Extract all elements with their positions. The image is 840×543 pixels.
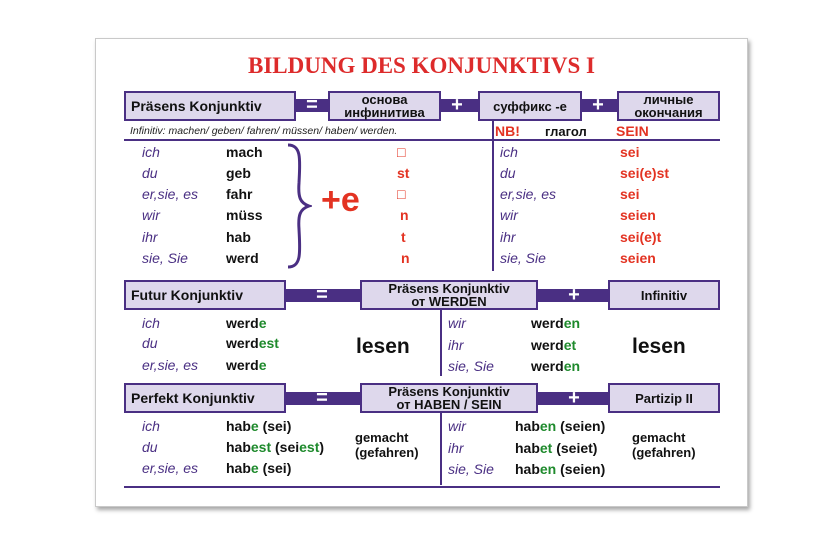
box-line: от WERDEN <box>411 294 487 309</box>
page-title: BILDUNG DES KONJUNKTIVS I <box>248 53 595 78</box>
list-item <box>448 416 466 436</box>
sein-label: SEIN <box>616 123 649 139</box>
sein-form: sei <box>620 144 640 160</box>
pronoun: er,sie, es <box>500 186 557 202</box>
gefahren-line: (gefahren) <box>355 445 419 460</box>
box-osnova-infinitiva <box>328 91 441 121</box>
aux: (seiet) <box>552 440 598 456</box>
list-item <box>500 227 516 247</box>
stem: hab <box>515 440 540 456</box>
stem: mach <box>226 144 263 160</box>
sein-form: seien <box>620 207 656 223</box>
stem: hab <box>515 418 540 434</box>
gemacht-line: gemacht <box>355 430 409 445</box>
pronoun: sie, Sie <box>448 461 494 477</box>
stem: werd <box>226 315 259 331</box>
aux-close: ) <box>319 439 325 455</box>
lesen-left: lesen <box>356 335 410 358</box>
ending: en <box>563 358 581 374</box>
pronoun: ich <box>142 315 160 331</box>
list-item <box>448 438 464 458</box>
list-item <box>500 184 556 204</box>
pronoun: ihr <box>448 337 464 353</box>
stem: werd <box>531 358 564 374</box>
pronoun: ich <box>142 418 160 434</box>
pronoun: du <box>500 165 516 181</box>
plus-sign: + <box>568 284 580 306</box>
stem: hab <box>515 461 540 477</box>
verb-form <box>531 313 580 333</box>
ending: e <box>258 315 267 331</box>
stem: hab <box>226 460 251 476</box>
verb-form <box>226 333 279 353</box>
box-partizip-ii: Partizip II <box>608 383 720 413</box>
pronoun: ihr <box>448 440 464 456</box>
list-item <box>142 458 198 478</box>
list-item <box>142 163 158 183</box>
gemacht-line: gemacht <box>632 430 686 445</box>
stem: geb <box>226 165 251 181</box>
grammar-card <box>95 38 748 507</box>
pronoun: du <box>142 165 158 181</box>
verb-form <box>226 458 291 478</box>
equals-sign: = <box>316 284 328 306</box>
box-presens-von-haben-sein <box>360 383 538 413</box>
list-item <box>448 356 494 376</box>
label-perfekt-konjunktiv: Perfekt Konjunktiv <box>124 383 286 413</box>
ending: n <box>401 250 410 266</box>
stem: müss <box>226 207 263 223</box>
pronoun: sie, Sie <box>500 250 546 266</box>
equals-sign: = <box>306 94 318 116</box>
plus-sign: + <box>592 94 604 116</box>
sein-form: sei <box>620 186 640 202</box>
verb-form <box>515 459 605 479</box>
equals-sign: = <box>316 387 328 409</box>
list-item <box>142 142 160 162</box>
pronoun: wir <box>142 207 160 223</box>
bottom-divider <box>124 486 720 488</box>
curly-brace-icon <box>282 143 312 269</box>
divider <box>124 139 720 141</box>
list-item <box>142 355 198 375</box>
column-divider <box>492 121 494 271</box>
stem: werd <box>226 357 259 373</box>
box-presens-von-werden <box>360 280 538 310</box>
pronoun: ich <box>500 144 518 160</box>
pronoun: er,sie, es <box>142 357 199 373</box>
ending: en <box>539 461 557 477</box>
column-divider <box>440 310 442 376</box>
list-item <box>142 205 160 225</box>
stem: werd <box>226 335 259 351</box>
label-presens-konjunktiv: Präsens Konjunktiv <box>124 91 296 121</box>
stem: werd <box>226 250 259 266</box>
box-line: от HABEN / SEIN <box>396 397 502 412</box>
gemacht-right <box>632 430 696 460</box>
list-item <box>500 248 546 268</box>
verb-form <box>226 313 266 333</box>
box-lichnye-okonchaniya <box>617 91 720 121</box>
list-item <box>448 335 464 355</box>
ending: st <box>397 165 410 181</box>
stem: hab <box>226 439 251 455</box>
lesen-right: lesen <box>632 335 686 358</box>
sein-form: seien <box>620 250 656 266</box>
verb-form <box>515 416 605 436</box>
ending: e <box>250 418 259 434</box>
aux: (seien) <box>556 461 606 477</box>
box-line: инфинитива <box>344 105 425 120</box>
ending: □ <box>397 186 406 202</box>
pronoun: du <box>142 439 158 455</box>
gefahren-line: (gefahren) <box>632 445 696 460</box>
box-line: личные <box>643 92 694 107</box>
aux: (sei <box>271 439 300 455</box>
list-item <box>142 437 158 457</box>
pronoun: sie, Sie <box>142 250 188 266</box>
aux: (sei) <box>258 460 292 476</box>
box-line: Präsens Konjunktiv <box>388 281 510 296</box>
glagol-label: глагол <box>545 124 587 139</box>
stem: werd <box>531 315 564 331</box>
ending: t <box>401 229 406 245</box>
box-line: Präsens Konjunktiv <box>388 384 510 399</box>
pronoun: er,sie, es <box>142 186 199 202</box>
ending: en <box>563 315 581 331</box>
plus-sign: + <box>568 387 580 409</box>
box-infinitiv: Infinitiv <box>608 280 720 310</box>
pronoun: er,sie, es <box>142 460 199 476</box>
aux-ending: est <box>299 439 320 455</box>
box-line: окончания <box>634 105 703 120</box>
stem: hab <box>226 418 251 434</box>
ending: □ <box>397 144 406 160</box>
ending: et <box>563 337 577 353</box>
aux: (sei) <box>258 418 292 434</box>
pronoun: ich <box>142 144 160 160</box>
list-item <box>500 163 516 183</box>
verb-form <box>226 355 266 375</box>
nb-label: NB! <box>495 123 520 139</box>
pronoun: ihr <box>142 229 158 245</box>
ending: est <box>258 335 279 351</box>
label-futur-konjunktiv: Futur Konjunktiv <box>124 280 286 310</box>
pronoun: wir <box>448 315 466 331</box>
verb-form <box>515 438 597 458</box>
list-item <box>142 416 160 436</box>
verb-form <box>531 356 580 376</box>
stem: fahr <box>226 186 253 202</box>
infinitiv-note: Infinitiv: machen/ geben/ fahren/ müssen/ haben/ werden. <box>130 125 398 137</box>
list-item <box>142 313 160 333</box>
list-item <box>448 459 494 479</box>
plus-e-label: +e <box>321 181 360 219</box>
column-divider <box>440 413 442 485</box>
verb-form <box>531 335 576 355</box>
box-line: основа <box>361 92 408 107</box>
ending: en <box>539 418 557 434</box>
list-item <box>142 184 198 204</box>
list-item <box>142 248 188 268</box>
pronoun: wir <box>500 207 518 223</box>
ending: et <box>539 440 553 456</box>
sein-form: sei(e)st <box>620 165 670 181</box>
stem: werd <box>531 337 564 353</box>
ending: n <box>400 207 409 223</box>
ending: est <box>250 439 272 455</box>
pronoun: du <box>142 335 158 351</box>
gemacht-left <box>355 430 419 460</box>
verb-form <box>226 416 291 436</box>
aux: (seien) <box>556 418 606 434</box>
list-item <box>448 313 466 333</box>
box-suffix-e: суффикс -е <box>478 91 582 121</box>
list-item <box>500 142 518 162</box>
list-item <box>500 205 518 225</box>
ending: e <box>258 357 267 373</box>
pronoun: wir <box>448 418 466 434</box>
ending: e <box>250 460 259 476</box>
stem: hab <box>226 229 251 245</box>
verb-form <box>226 437 324 457</box>
plus-sign: + <box>451 94 463 116</box>
list-item <box>142 333 158 353</box>
sein-form: sei(e)t <box>620 229 662 245</box>
list-item <box>142 227 158 247</box>
pronoun: ihr <box>500 229 516 245</box>
pronoun: sie, Sie <box>448 358 494 374</box>
